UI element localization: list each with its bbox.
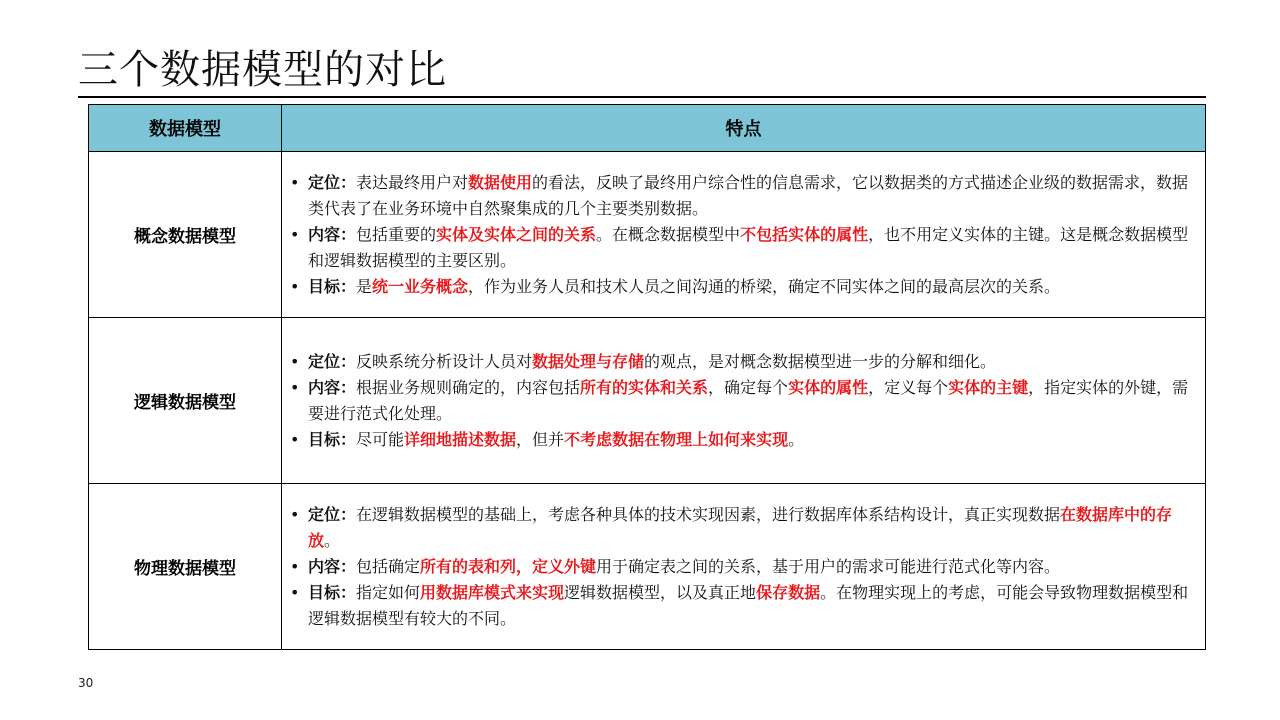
feature-text: 尽可能 xyxy=(356,429,405,449)
feature-list xyxy=(282,170,1191,300)
feature-text: 。在概念数据模型中 xyxy=(596,224,741,244)
feature-item xyxy=(290,222,1191,274)
feature-text: ，作为业务人员和技术人员之间沟通的桥梁，确定不同实体之间的最高层次的关系。 xyxy=(468,276,1061,296)
feature-item xyxy=(290,349,1191,375)
comparison-table xyxy=(88,104,1206,650)
feature-item xyxy=(290,170,1191,222)
feature-item xyxy=(290,274,1191,300)
feature-text: 是 xyxy=(356,276,373,296)
feature-text: 在逻辑数据模型的基础上，考虑各种具体的技术实现因素，进行数据库体系结构设计，真正实现数据 xyxy=(356,504,1061,524)
feature-text: ，定义每个 xyxy=(868,377,949,397)
header-model: 数据模型 xyxy=(89,105,282,152)
feature-item xyxy=(290,502,1191,554)
highlight-text: 实体的属性 xyxy=(788,377,869,397)
feature-text: 逻辑数据模型，以及真正地 xyxy=(564,582,757,602)
feature-label: 内容： xyxy=(308,556,357,576)
features-cell-conceptual xyxy=(282,152,1206,318)
feature-text: 表达最终用户对 xyxy=(356,172,469,192)
highlight-text: 实体的主键 xyxy=(948,377,1029,397)
feature-text: ，也不用定义实体的主键。这是概念数据模型和逻辑数据模型的主要区别。 xyxy=(308,224,1189,270)
feature-label: 内容： xyxy=(308,377,357,397)
feature-text: 指定如何 xyxy=(356,582,421,602)
feature-text: 。在物理实现上的考虑，可能会导致物理数据模型和逻辑数据模型有较大的不同。 xyxy=(308,582,1189,628)
highlight-text: 所有的实体和关系 xyxy=(580,377,709,397)
feature-label: 定位： xyxy=(308,504,357,524)
feature-label: 目标： xyxy=(308,429,357,449)
feature-text: 反映系统分析设计人员对 xyxy=(356,351,533,371)
feature-label: 定位： xyxy=(308,351,357,371)
highlight-text: 用数据库模式来实现 xyxy=(420,582,565,602)
highlight-text: 统一业务概念 xyxy=(372,276,469,296)
feature-label: 目标： xyxy=(308,276,357,296)
feature-label: 目标： xyxy=(308,582,357,602)
feature-text: 的看法，反映了最终用户综合性的信息需求，它以数据类的方式描述企业级的数据需求，数据类代表了在业务环境中自然聚集成的几个主要类别数据。 xyxy=(308,172,1189,218)
feature-text: ，指定实体的外键，需要进行范式化处理。 xyxy=(308,377,1189,423)
model-name-logical: 逻辑数据模型 xyxy=(89,318,282,484)
highlight-text: 在数据库中的存放 xyxy=(308,504,1173,550)
feature-label: 定位： xyxy=(308,172,357,192)
features-cell-logical xyxy=(282,318,1206,484)
feature-item xyxy=(290,375,1191,427)
highlight-text: 保存数据 xyxy=(756,582,821,602)
feature-text: 包括确定 xyxy=(356,556,421,576)
title-underline xyxy=(78,96,1206,98)
table-row xyxy=(89,318,1206,484)
feature-list xyxy=(282,502,1191,632)
feature-text: 。 xyxy=(788,429,805,449)
model-name-physical: 物理数据模型 xyxy=(89,484,282,650)
table-row xyxy=(89,484,1206,650)
feature-text: 。 xyxy=(324,530,341,550)
feature-text: 根据业务规则确定的，内容包括 xyxy=(356,377,581,397)
feature-label: 内容： xyxy=(308,224,357,244)
feature-item xyxy=(290,580,1191,632)
highlight-text: 实体及实体之间的关系 xyxy=(436,224,597,244)
feature-text: ，确定每个 xyxy=(708,377,789,397)
highlight-text: 数据处理与存储 xyxy=(532,351,645,371)
feature-text: 的观点，是对概念数据模型进一步的分解和细化。 xyxy=(644,351,997,371)
highlight-text: 不考虑数据在物理上如何来实现 xyxy=(564,429,789,449)
table-header-row xyxy=(89,105,1206,152)
table-row xyxy=(89,152,1206,318)
feature-list xyxy=(282,349,1191,453)
feature-item xyxy=(290,554,1191,580)
model-name-conceptual: 概念数据模型 xyxy=(89,152,282,318)
feature-text: ，但并 xyxy=(516,429,565,449)
highlight-text: 详细地描述数据 xyxy=(404,429,517,449)
header-features: 特点 xyxy=(282,105,1206,152)
feature-text: 用于确定表之间的关系，基于用户的需求可能进行范式化等内容。 xyxy=(596,556,1061,576)
features-cell-physical xyxy=(282,484,1206,650)
slide-title: 三个数据模型的对比 xyxy=(78,47,447,93)
feature-text: 包括重要的 xyxy=(356,224,437,244)
page-number: 30 xyxy=(78,676,94,690)
feature-item xyxy=(290,427,1191,453)
highlight-text: 不包括实体的属性 xyxy=(740,224,869,244)
highlight-text: 数据使用 xyxy=(468,172,533,192)
highlight-text: 所有的表和列，定义外键 xyxy=(420,556,597,576)
